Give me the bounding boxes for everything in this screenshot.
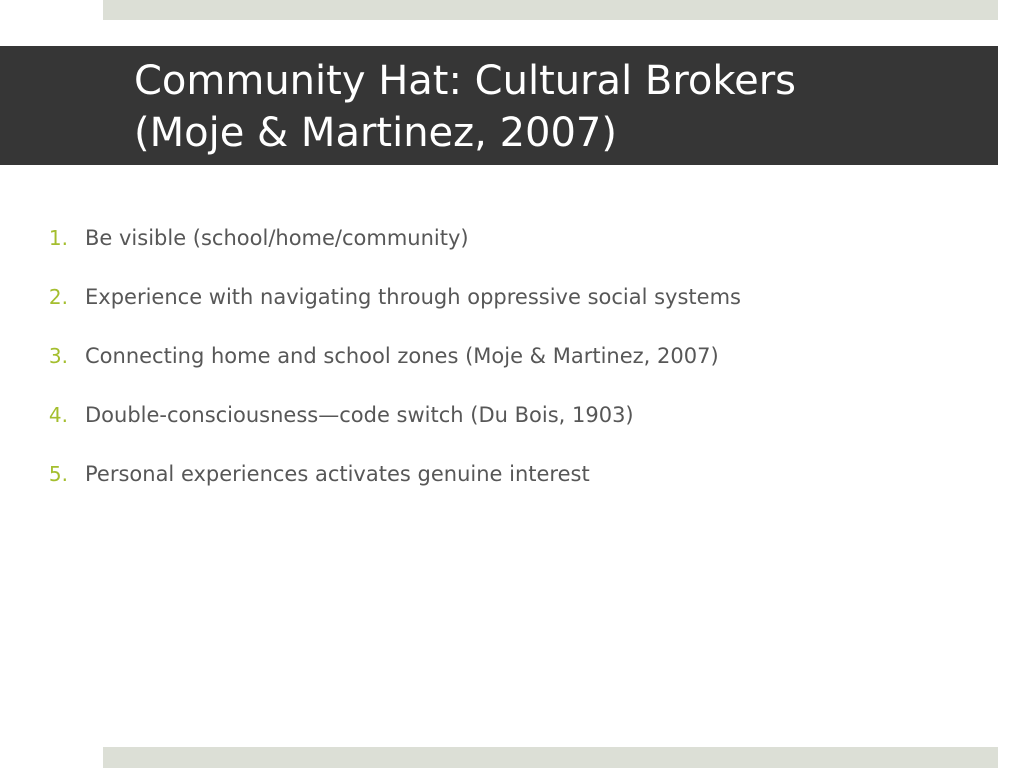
list-item xyxy=(0,397,1000,456)
list-item-text: Be visible (school/home/community) xyxy=(85,226,469,250)
slide-title-line-2: (Moje & Martinez, 2007) xyxy=(134,110,617,156)
list-item-number: 4. xyxy=(48,403,68,427)
slide-title-line-1: Community Hat: Cultural Brokers xyxy=(134,58,797,104)
list-item-number: 5. xyxy=(48,462,68,486)
list-item-number: 2. xyxy=(48,285,68,309)
list-item-number: 3. xyxy=(48,344,68,368)
list-item-number: 1. xyxy=(48,226,68,250)
list-item xyxy=(0,338,1000,397)
list-item-text: Connecting home and school zones (Moje & Martinez, 2007) xyxy=(85,344,719,368)
list-item-text: Experience with navigating through oppressive social systems xyxy=(85,285,741,309)
list-item xyxy=(0,220,1000,279)
bottom-decorative-band xyxy=(103,747,998,768)
list-item xyxy=(0,279,1000,338)
numbered-list xyxy=(0,220,1000,515)
slide-title xyxy=(134,55,994,159)
top-decorative-band xyxy=(103,0,998,20)
list-item-text: Double-consciousness—code switch (Du Bois, 1903) xyxy=(85,403,634,427)
list-item xyxy=(0,456,1000,515)
list-item-text: Personal experiences activates genuine interest xyxy=(85,462,590,486)
